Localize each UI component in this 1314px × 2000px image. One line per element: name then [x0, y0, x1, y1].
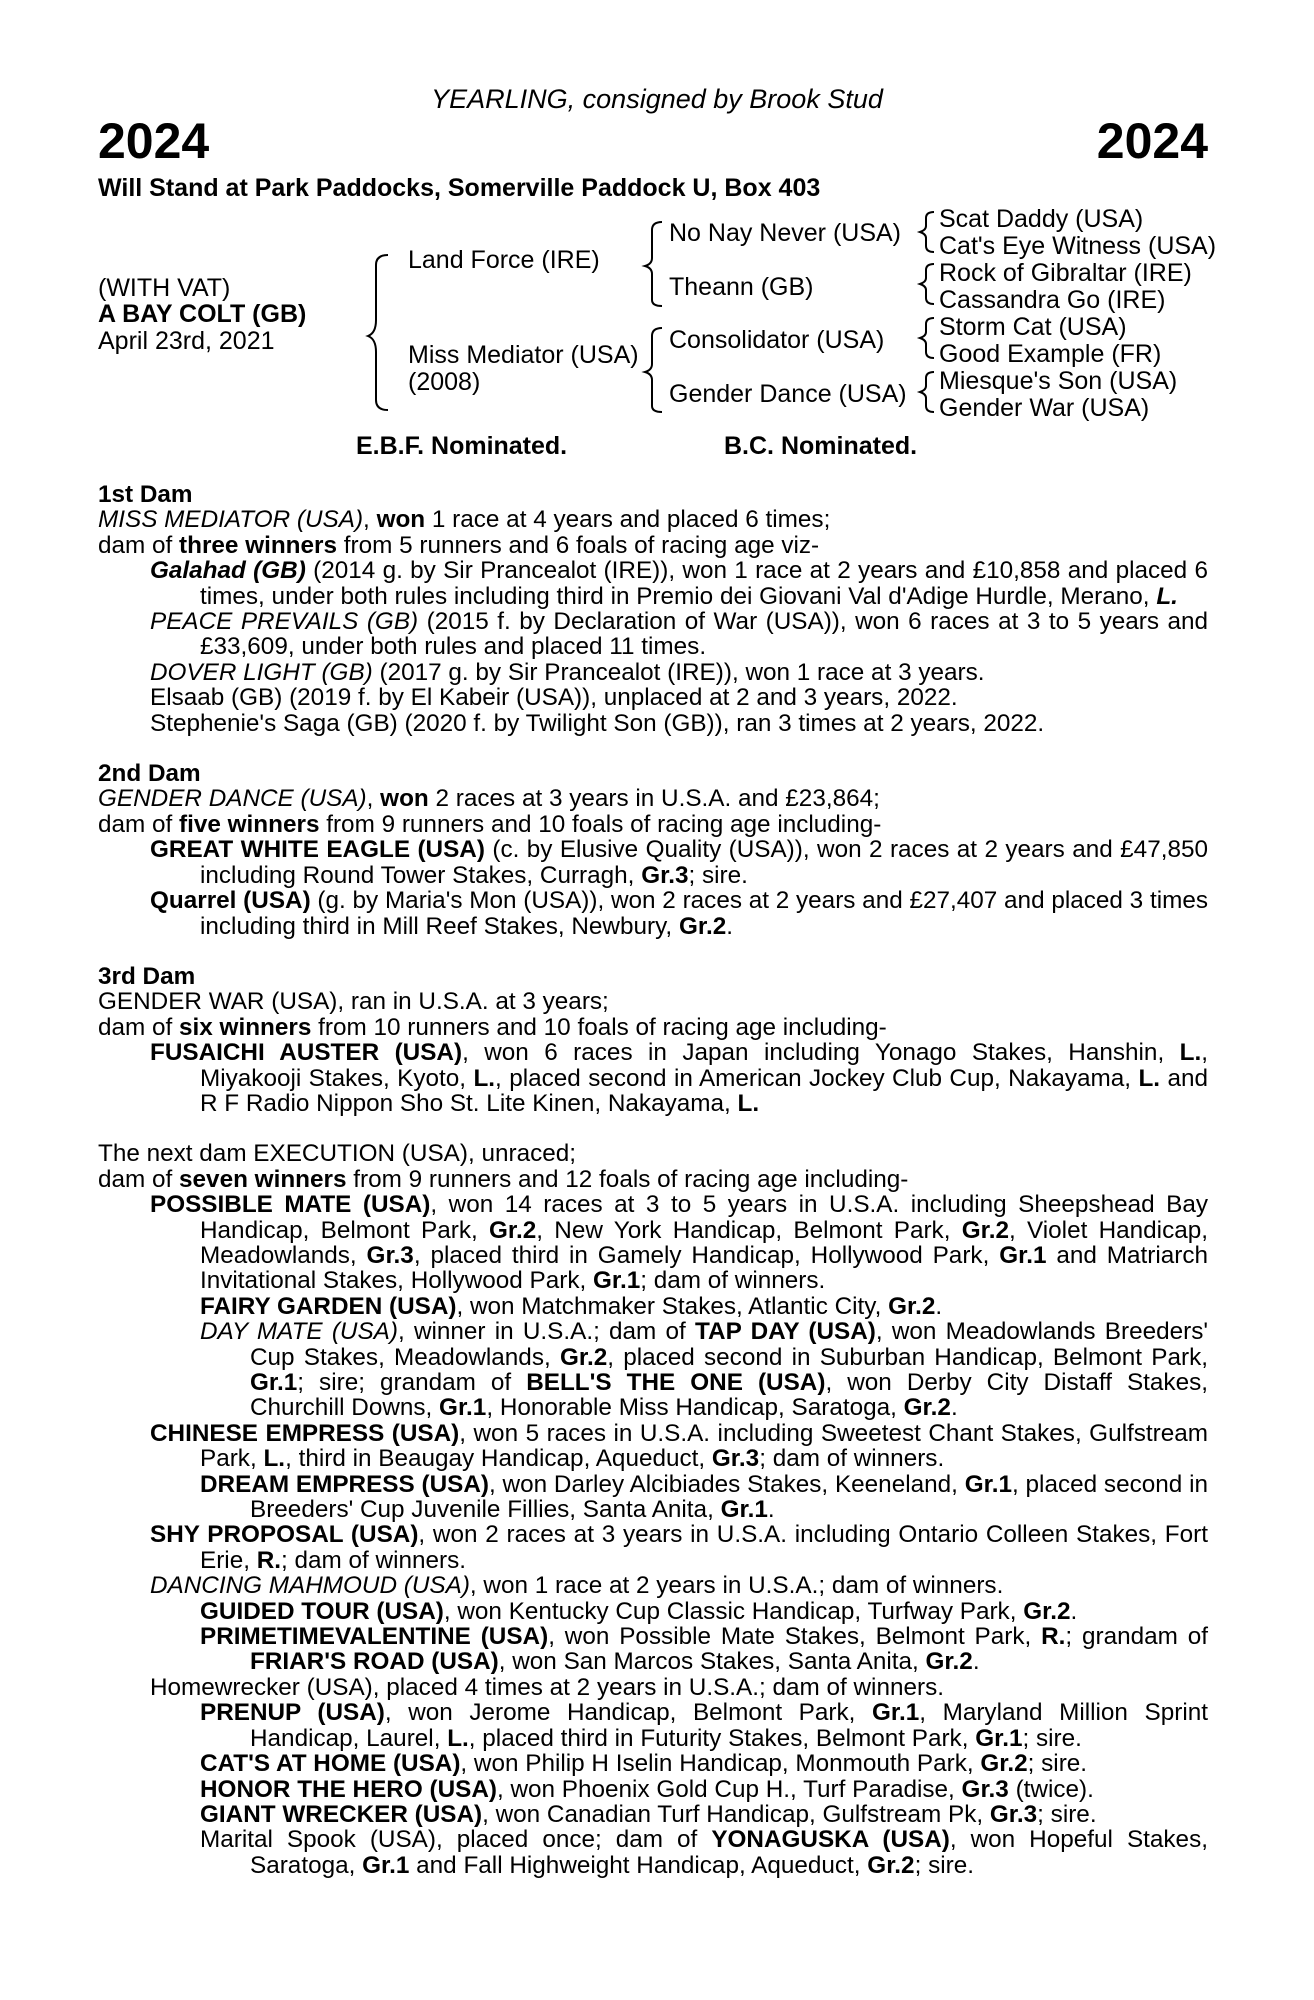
produce-fusaichi-auster: FUSAICHI AUSTER (USA), won 6 races in Japan including Yonago Stakes, Hanshin, L., Miyakooji Stakes, Kyoto, L., placed second in American Jockey Club Cup, Nakayama, L. and R F Radio Nippon Sho St. Lite Kinen, Nakayama, L. — [150, 1039, 1209, 1117]
produce-dover-light: DOVER LIGHT (GB) (2017 g. by Sir Prancealot (IRE)), won 1 race at 3 years. — [150, 658, 985, 686]
produce-honor-the-hero: HONOR THE HERO (USA), won Phoenix Gold Cup H., Turf Paradise, Gr.3 (twice). — [200, 1775, 1094, 1803]
third-dam-produce-summary: dam of six winners from 10 runners and 10 foals of racing age including- — [98, 1013, 887, 1041]
produce-elsaab: Elsaab (GB) (2019 f. by El Kabeir (USA)), unplaced at 2 and 3 years, 2022. — [150, 684, 958, 712]
dd-sire: Miesque's Son (USA) — [939, 367, 1178, 395]
produce-peace-prevails: PEACE PREVAILS (GB) (2015 f. by Declaration of War (USA)), won 6 races at 3 to 5 years and £33,609, under both rules and placed 11 times. — [150, 608, 1209, 661]
brace-sire — [645, 222, 662, 306]
brace-gen1 — [368, 255, 388, 410]
sd-dam: Cassandra Go (IRE) — [939, 286, 1166, 314]
brace-sd — [920, 264, 934, 304]
dam-year: (2008) — [408, 368, 481, 396]
produce-great-white-eagle: GREAT WHITE EAGLE (USA) (c. by Elusive Quality (USA)), won 2 races at 2 years and £47,850 including Round Tower Stakes, Curragh, Gr.3; sire. — [150, 836, 1208, 889]
produce-giant-wrecker: GIANT WRECKER (USA), won Canadian Turf Handicap, Gulfstream Pk, Gr.3; sire. — [200, 1800, 1097, 1828]
produce-marital-spook: Marital Spook (USA), placed once; dam of YONAGUSKA (USA), won Hopeful Stakes, Saratoga, Gr.1 and Fall Highweight Handicap, Aqueduct, Gr.2; sire. — [200, 1826, 1208, 1879]
produce-homewrecker: Homewrecker (USA), placed 4 times at 2 years in U.S.A.; dam of winners. — [150, 1673, 944, 1701]
bc-nomination: B.C. Nominated. — [724, 432, 918, 460]
vat-label: (WITH VAT) — [98, 274, 231, 302]
produce-shy-proposal: SHY PROPOSAL (USA), won 2 races at 3 years in U.S.A. including Ontario Colleen Stakes, Fort Erie, R.; dam of winners. — [150, 1521, 1208, 1574]
third-dam-line: GENDER WAR (USA), ran in U.S.A. at 3 years; — [98, 988, 609, 1016]
brace-ss — [920, 212, 934, 252]
ebf-nomination: E.B.F. Nominated. — [356, 432, 568, 460]
fourth-dam-produce-summary: dam of seven winners from 9 runners and 12 foals of racing age including- — [98, 1165, 909, 1193]
ss-dam: Cat's Eye Witness (USA) — [939, 232, 1217, 260]
lot-dob: April 23rd, 2021 — [98, 327, 275, 355]
stand-location: Will Stand at Park Paddocks, Somerville Paddock U, Box 403 — [98, 174, 821, 202]
consignor-line: YEARLING, consigned by Brook Stud — [431, 84, 883, 114]
first-dam-heading: 1st Dam — [98, 481, 193, 508]
second-dam-line: GENDER DANCE (USA), won 2 races at 3 years in U.S.A. and £23,864; — [98, 785, 880, 813]
dam-dam: Gender Dance (USA) — [669, 380, 907, 408]
produce-prenup: PRENUP (USA), won Jerome Handicap, Belmont Park, Gr.1, Maryland Million Sprint Handicap, Laurel, L., placed third in Futurity Stakes, Belmont Park, Gr.1; sire. — [200, 1699, 1208, 1752]
produce-primetimevalentine: PRIMETIMEVALENTINE (USA), won Possible Mate Stakes, Belmont Park, R.; grandam of FRIAR'S ROAD (USA), won San Marcos Stakes, Santa Anita, Gr.2. — [200, 1623, 1208, 1676]
produce-chinese-empress: CHINESE EMPRESS (USA), won 5 races in U.S.A. including Sweetest Chant Stakes, Gulfstream Park, L., third in Beaugay Handicap, Aqueduct, Gr.3; dam of winners. — [150, 1419, 1208, 1473]
produce-dancing-mahmoud: DANCING MAHMOUD (USA), won 1 race at 2 years in U.S.A.; dam of winners. — [150, 1572, 1004, 1600]
produce-day-mate: DAY MATE (USA), winner in U.S.A.; dam of TAP DAY (USA), won Meadowlands Breeders' Cup Stakes, Meadowlands, Gr.2, placed second in Suburban Handicap, Belmont Park, Gr.1; sire; grandam of BELL'S THE ONE (USA), won Derby City Distaff Stakes, Churchill Downs, Gr.1, Honorable Miss Handicap, Saratoga, Gr.2. — [200, 1318, 1209, 1422]
sire-dam: Theann (GB) — [669, 273, 814, 301]
brace-ds — [920, 318, 934, 358]
first-dam-line: MISS MEDIATOR (USA), won 1 race at 4 years and placed 6 times; — [98, 506, 831, 534]
dam-name: Miss Mediator (USA) — [408, 341, 639, 369]
produce-guided-tour: GUIDED TOUR (USA), won Kentucky Cup Classic Handicap, Turfway Park, Gr.2. — [200, 1597, 1078, 1625]
brace-dd — [920, 372, 934, 412]
brace-dam — [645, 328, 662, 412]
produce-stephenies-saga: Stephenie's Saga (GB) (2020 f. by Twilight Son (GB)), ran 3 times at 2 years, 2022. — [150, 709, 1045, 737]
ds-dam: Good Example (FR) — [939, 340, 1162, 368]
produce-possible-mate: POSSIBLE MATE (USA), won 14 races at 3 to 5 years in U.S.A. including Sheepshead Bay Handicap, Belmont Park, Gr.2, New York Handicap, Belmont Park, Gr.2, Violet Handicap, Meadowlands, Gr.3, placed third in Gamely Handicap, Hollywood Park, Gr.1 and Matriarch Invitational Stakes, Hollywood Park, Gr.1; dam of winners. — [150, 1191, 1209, 1295]
produce-galahad: Galahad (GB) (2014 g. by Sir Prancealot (IRE)), won 1 race at 2 years and £10,858 and placed 6 times, under both rules including third in Premio dei Giovani Val d'Adige Hurdle, Merano, L. — [150, 557, 1208, 610]
sire-sire: No Nay Never (USA) — [669, 219, 901, 247]
second-dam-heading: 2nd Dam — [98, 760, 201, 788]
dd-dam: Gender War (USA) — [939, 394, 1150, 422]
first-dam-produce-summary: dam of three winners from 5 runners and 6 foals of racing age viz- — [98, 531, 820, 559]
ss-sire: Scat Daddy (USA) — [939, 205, 1144, 233]
sire-name: Land Force (IRE) — [408, 246, 600, 274]
dam-sire: Consolidator (USA) — [669, 326, 885, 354]
ds-sire: Storm Cat (USA) — [939, 313, 1127, 341]
produce-cats-at-home: CAT'S AT HOME (USA), won Philip H Iselin Handicap, Monmouth Park, Gr.2; sire. — [200, 1750, 1088, 1778]
sd-sire: Rock of Gibraltar (IRE) — [939, 259, 1192, 287]
year-right: 2024 — [1096, 113, 1208, 169]
dam-lines — [98, 482, 1208, 1878]
produce-fairy-garden: FAIRY GARDEN (USA), won Matchmaker Stakes, Atlantic City, Gr.2. — [200, 1292, 943, 1320]
produce-dream-empress: DREAM EMPRESS (USA), won Darley Alcibiades Stakes, Keeneland, Gr.1, placed second in Breeders' Cup Juvenile Fillies, Santa Anita, Gr.1. — [200, 1470, 1208, 1524]
third-dam-heading: 3rd Dam — [98, 962, 196, 990]
year-left: 2024 — [98, 113, 210, 169]
second-dam-produce-summary: dam of five winners from 9 runners and 10 foals of racing age including- — [98, 810, 882, 838]
lot-title: A BAY COLT (GB) — [98, 300, 307, 328]
produce-quarrel: Quarrel (USA) (g. by Maria's Mon (USA)), won 2 races at 2 years and £27,407 and placed 3 times including third in Mill Reef Stakes, Newbury, Gr.2. — [150, 887, 1208, 940]
fourth-dam-line: The next dam EXECUTION (USA), unraced; — [98, 1140, 577, 1168]
